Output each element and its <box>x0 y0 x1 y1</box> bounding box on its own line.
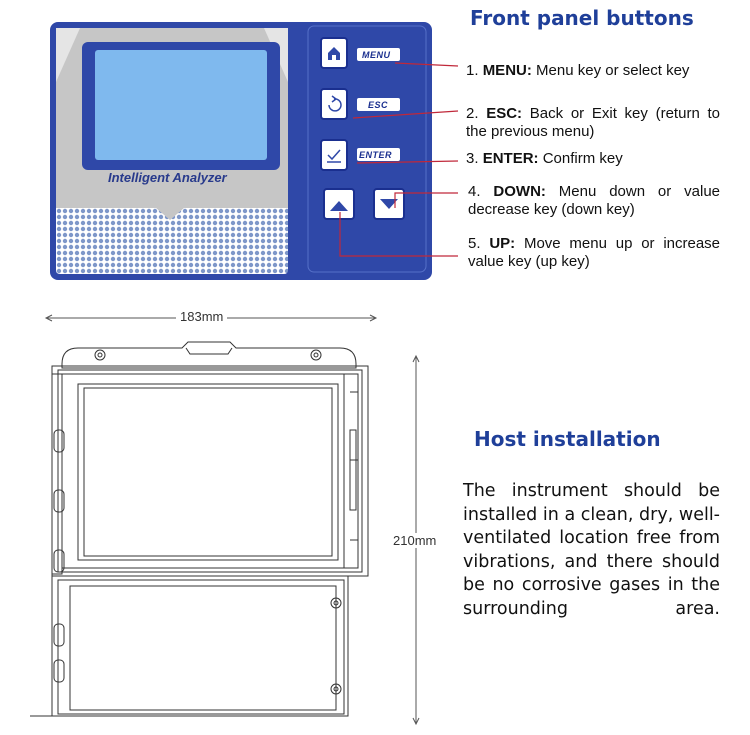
width-dimension-label: 183mm <box>176 309 227 324</box>
installation-drawing <box>0 300 460 735</box>
front-panel-heading: Front panel buttons <box>470 6 694 30</box>
enter-key-label: ENTER <box>359 150 393 160</box>
top-housing <box>62 342 356 368</box>
esc-key-label: ESC <box>368 100 389 110</box>
button-desc-esc: 2. ESC: Back or Exit key (return to the previous menu) <box>466 105 720 140</box>
brand-text: Intelligent Analyzer <box>108 170 227 185</box>
button-desc-down: 4. DOWN: Menu down or value decrease key (down key) <box>468 183 721 218</box>
button-desc-enter: 3. ENTER: Confirm key <box>466 150 623 167</box>
terminal-cover <box>52 576 348 716</box>
host-installation-text: The instrument should be installed in a clean, dry, well-ventilated location free from vibrations, and there should be no corrosive gases in the surrounding area. <box>463 481 720 619</box>
host-installation-heading: Host installation <box>474 427 661 451</box>
height-dimension-label: 210mm <box>389 533 440 548</box>
drawing-screen-frame <box>78 384 338 560</box>
menu-key-label: MENU <box>362 50 391 60</box>
button-desc-up: 5. UP: Move menu up or increase value key (up key) <box>468 235 721 270</box>
drawing-screen <box>84 388 332 556</box>
button-desc-menu: 1. MENU: Menu key or select key <box>466 62 690 79</box>
device-body <box>52 366 368 576</box>
